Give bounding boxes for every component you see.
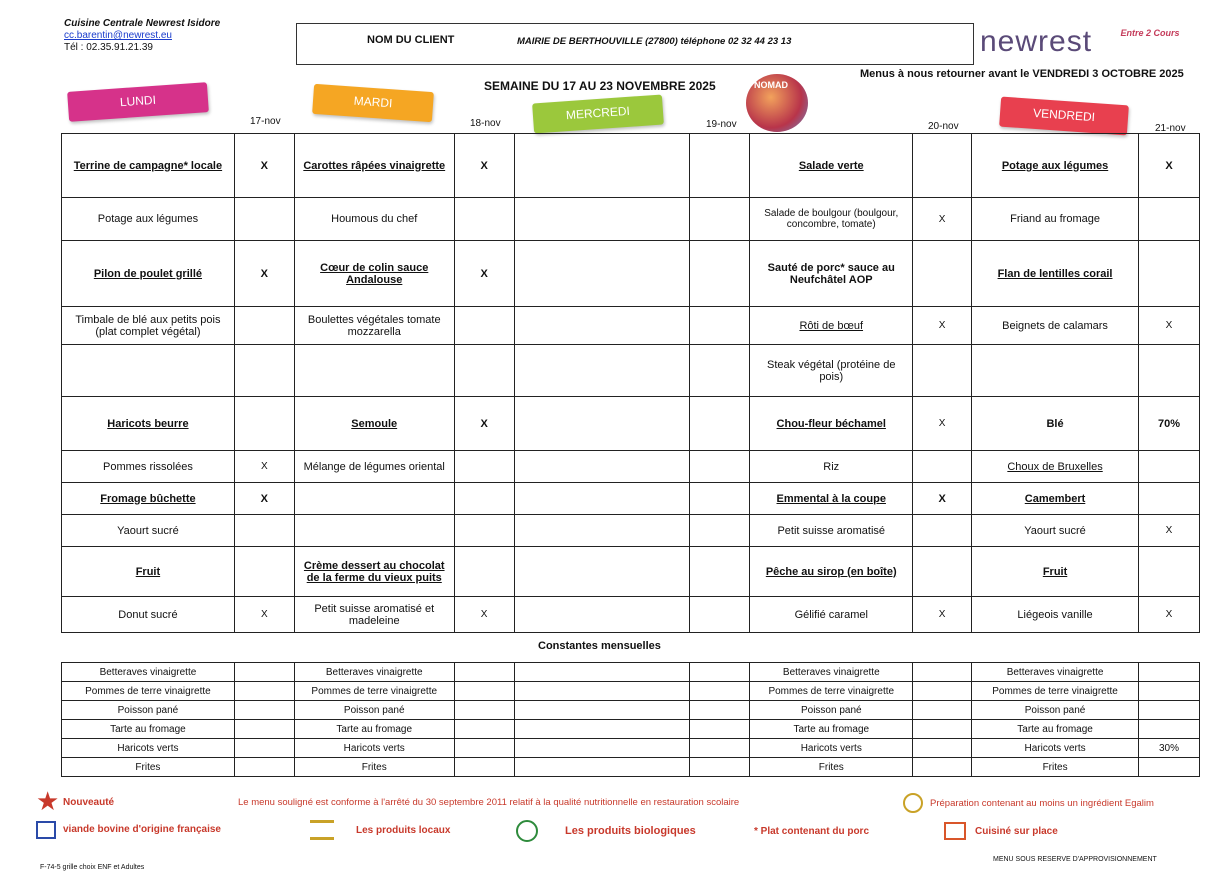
table-row bbox=[62, 307, 1200, 345]
menu-mark bbox=[690, 198, 750, 241]
constants-table bbox=[61, 662, 1200, 777]
table-row bbox=[62, 663, 1200, 682]
const-cell: Tarte au fromage bbox=[294, 720, 454, 739]
const-cell: Frites bbox=[294, 758, 454, 777]
menu-mark bbox=[234, 547, 294, 597]
const-mark bbox=[1139, 758, 1200, 777]
menu-mark: X bbox=[234, 483, 294, 515]
const-mark bbox=[234, 682, 294, 701]
cooked-on-site-icon bbox=[944, 822, 966, 840]
menu-cell: Fruit bbox=[972, 547, 1139, 597]
menu-cell bbox=[514, 345, 690, 397]
const-mark bbox=[913, 758, 972, 777]
date-lundi: 17-nov bbox=[250, 116, 281, 127]
menu-cell: Riz bbox=[750, 451, 913, 483]
menu-cell: Liégeois vanille bbox=[972, 597, 1139, 633]
menu-cell: Petit suisse aromatisé et madeleine bbox=[294, 597, 454, 633]
const-cell bbox=[514, 720, 690, 739]
day-label-mardi: MARDI bbox=[312, 84, 434, 122]
menu-cell: Houmous du chef bbox=[294, 198, 454, 241]
table-row bbox=[62, 515, 1200, 547]
const-mark bbox=[1139, 720, 1200, 739]
menu-mark bbox=[454, 345, 514, 397]
const-cell: Frites bbox=[972, 758, 1139, 777]
menu-mark: X bbox=[1138, 134, 1199, 198]
const-mark bbox=[1139, 682, 1200, 701]
menu-cell: Salade de boulgour (boulgour, concombre, tomate) bbox=[750, 198, 913, 241]
const-mark bbox=[454, 682, 514, 701]
menu-mark bbox=[913, 547, 972, 597]
menu-mark bbox=[234, 515, 294, 547]
nomad-badge bbox=[746, 74, 808, 132]
const-mark bbox=[454, 663, 514, 682]
menu-cell: Petit suisse aromatisé bbox=[750, 515, 913, 547]
const-mark bbox=[454, 720, 514, 739]
menu-cell: Crème dessert au chocolat de la ferme du vieux puits bbox=[294, 547, 454, 597]
return-notice: Menus à nous retourner avant le VENDREDI 3 OCTOBRE 2025 bbox=[860, 68, 1184, 80]
const-cell: Haricots verts bbox=[294, 739, 454, 758]
entre2cours-logo: Entre 2 Cours bbox=[1120, 28, 1180, 38]
const-mark: 30% bbox=[1139, 739, 1200, 758]
menu-cell: Potage aux légumes bbox=[972, 134, 1139, 198]
legend-beef: viande bovine d'origine française bbox=[63, 824, 221, 835]
table-row bbox=[62, 547, 1200, 597]
const-cell bbox=[514, 758, 690, 777]
menu-cell bbox=[514, 397, 690, 451]
const-mark bbox=[913, 720, 972, 739]
const-mark bbox=[234, 739, 294, 758]
const-cell: Pommes de terre vinaigrette bbox=[972, 682, 1139, 701]
menu-mark bbox=[913, 345, 972, 397]
date-mercredi: 19-nov bbox=[706, 119, 737, 130]
day-label-mercredi: MERCREDI bbox=[532, 95, 664, 134]
menu-mark bbox=[1138, 241, 1199, 307]
const-cell: Poisson pané bbox=[972, 701, 1139, 720]
menu-mark bbox=[913, 134, 972, 198]
newrest-logo: newrest bbox=[980, 25, 1093, 58]
const-mark bbox=[454, 701, 514, 720]
const-mark bbox=[234, 758, 294, 777]
const-cell bbox=[514, 701, 690, 720]
const-cell: Poisson pané bbox=[294, 701, 454, 720]
menu-mark bbox=[1138, 483, 1199, 515]
menu-mark: X bbox=[454, 241, 514, 307]
client-box bbox=[296, 23, 974, 65]
nomad-badge-text: NOMAD bbox=[754, 80, 788, 90]
menu-mark bbox=[690, 547, 750, 597]
const-mark bbox=[690, 720, 750, 739]
menu-mark: X bbox=[913, 307, 972, 345]
const-cell: Frites bbox=[62, 758, 235, 777]
company-phone: Tél : 02.35.91.21.39 bbox=[64, 42, 153, 53]
const-mark bbox=[690, 663, 750, 682]
client-label: NOM DU CLIENT bbox=[367, 34, 455, 46]
menu-mark: X bbox=[234, 597, 294, 633]
menu-cell: Emmental à la coupe bbox=[750, 483, 913, 515]
const-mark bbox=[234, 663, 294, 682]
const-mark bbox=[454, 758, 514, 777]
const-mark bbox=[454, 739, 514, 758]
day-label-vendredi: VENDREDI bbox=[999, 97, 1129, 136]
menu-table bbox=[61, 133, 1200, 633]
menu-cell bbox=[514, 483, 690, 515]
menu-mark: X bbox=[913, 397, 972, 451]
table-row bbox=[62, 739, 1200, 758]
const-cell: Pommes de terre vinaigrette bbox=[294, 682, 454, 701]
table-row bbox=[62, 397, 1200, 451]
menu-cell: Mélange de légumes oriental bbox=[294, 451, 454, 483]
const-mark bbox=[913, 682, 972, 701]
const-mark bbox=[690, 682, 750, 701]
menu-mark: X bbox=[1138, 515, 1199, 547]
const-cell: Pommes de terre vinaigrette bbox=[62, 682, 235, 701]
menu-mark bbox=[690, 397, 750, 451]
const-mark bbox=[690, 701, 750, 720]
menu-cell: Haricots beurre bbox=[62, 397, 235, 451]
menu-mark: X bbox=[1138, 597, 1199, 633]
menu-cell bbox=[514, 451, 690, 483]
menu-mark bbox=[454, 451, 514, 483]
menu-mark: X bbox=[454, 397, 514, 451]
menu-mark: X bbox=[234, 241, 294, 307]
const-cell: Betteraves vinaigrette bbox=[62, 663, 235, 682]
menu-mark bbox=[690, 345, 750, 397]
table-row bbox=[62, 701, 1200, 720]
egalim-icon bbox=[903, 793, 923, 813]
const-cell bbox=[514, 663, 690, 682]
const-cell: Betteraves vinaigrette bbox=[750, 663, 913, 682]
menu-cell: Pommes rissolées bbox=[62, 451, 235, 483]
menu-cell: Yaourt sucré bbox=[972, 515, 1139, 547]
company-block bbox=[64, 18, 220, 54]
menu-mark: X bbox=[913, 597, 972, 633]
const-mark bbox=[690, 739, 750, 758]
menu-cell: Carottes râpées vinaigrette bbox=[294, 134, 454, 198]
menu-mark bbox=[913, 241, 972, 307]
menu-mark bbox=[234, 345, 294, 397]
menu-cell: Semoule bbox=[294, 397, 454, 451]
date-mardi: 18-nov bbox=[470, 118, 501, 129]
company-email[interactable]: cc.barentin@newrest.eu bbox=[64, 30, 172, 41]
local-products-icon bbox=[310, 820, 334, 840]
menu-mark: X bbox=[913, 198, 972, 241]
const-cell: Frites bbox=[750, 758, 913, 777]
menu-mark bbox=[690, 307, 750, 345]
const-cell: Betteraves vinaigrette bbox=[294, 663, 454, 682]
menu-cell: Salade verte bbox=[750, 134, 913, 198]
const-mark bbox=[913, 663, 972, 682]
french-beef-icon bbox=[36, 821, 56, 839]
const-mark bbox=[913, 701, 972, 720]
legend-site: Cuisiné sur place bbox=[975, 826, 1058, 837]
table-row bbox=[62, 758, 1200, 777]
const-cell bbox=[514, 739, 690, 758]
const-mark bbox=[1139, 663, 1200, 682]
const-cell: Haricots verts bbox=[972, 739, 1139, 758]
menu-mark bbox=[454, 483, 514, 515]
menu-cell: Chou-fleur béchamel bbox=[750, 397, 913, 451]
menu-mark bbox=[913, 515, 972, 547]
const-mark bbox=[234, 701, 294, 720]
menu-mark bbox=[1138, 198, 1199, 241]
menu-cell bbox=[514, 515, 690, 547]
week-title: SEMAINE DU 17 AU 23 NOVEMBRE 2025 bbox=[484, 79, 716, 93]
menu-mark: X bbox=[234, 134, 294, 198]
menu-cell: Sauté de porc* sauce au Neufchâtel AOP bbox=[750, 241, 913, 307]
menu-cell: Beignets de calamars bbox=[972, 307, 1139, 345]
menu-cell bbox=[514, 307, 690, 345]
legend-pork: * Plat contenant du porc bbox=[754, 826, 870, 837]
menu-cell: Pilon de poulet grillé bbox=[62, 241, 235, 307]
menu-mark bbox=[1138, 345, 1199, 397]
menu-mark: X bbox=[454, 134, 514, 198]
menu-cell: Camembert bbox=[972, 483, 1139, 515]
menu-mark: 70% bbox=[1138, 397, 1199, 451]
menu-cell: Boulettes végétales tomate mozzarella bbox=[294, 307, 454, 345]
menu-cell: Flan de lentilles corail bbox=[972, 241, 1139, 307]
date-vendredi: 21-nov bbox=[1155, 123, 1186, 134]
const-cell: Poisson pané bbox=[750, 701, 913, 720]
const-cell: Poisson pané bbox=[62, 701, 235, 720]
table-row bbox=[62, 134, 1200, 198]
const-cell: Tarte au fromage bbox=[62, 720, 235, 739]
menu-mark bbox=[690, 451, 750, 483]
const-mark bbox=[690, 758, 750, 777]
table-row bbox=[62, 682, 1200, 701]
date-jeudi: 20-nov bbox=[928, 121, 959, 132]
const-mark bbox=[234, 720, 294, 739]
const-mark bbox=[913, 739, 972, 758]
menu-cell: Choux de Bruxelles bbox=[972, 451, 1139, 483]
menu-mark bbox=[690, 134, 750, 198]
menu-cell: Fruit bbox=[62, 547, 235, 597]
menu-mark bbox=[454, 547, 514, 597]
menu-cell bbox=[294, 345, 454, 397]
const-cell: Betteraves vinaigrette bbox=[972, 663, 1139, 682]
legend-underline: Le menu souligné est conforme à l'arrêté du 30 septembre 2011 relatif à la qualité nutritionnelle en restauration scolaire bbox=[238, 797, 740, 808]
const-mark bbox=[1139, 701, 1200, 720]
table-row bbox=[62, 451, 1200, 483]
table-row bbox=[62, 241, 1200, 307]
menu-cell: Timbale de blé aux petits pois (plat complet végétal) bbox=[62, 307, 235, 345]
menu-cell bbox=[514, 597, 690, 633]
const-cell: Haricots verts bbox=[750, 739, 913, 758]
menu-cell bbox=[62, 345, 235, 397]
menu-mark bbox=[690, 515, 750, 547]
menu-mark bbox=[234, 198, 294, 241]
menu-mark bbox=[234, 307, 294, 345]
constants-title: Constantes mensuelles bbox=[538, 640, 661, 652]
menu-cell: Fromage bûchette bbox=[62, 483, 235, 515]
menu-cell: Potage aux légumes bbox=[62, 198, 235, 241]
menu-cell bbox=[294, 515, 454, 547]
day-label-lundi: LUNDI bbox=[67, 82, 209, 122]
menu-mark bbox=[454, 307, 514, 345]
menu-mark: X bbox=[454, 597, 514, 633]
menu-mark bbox=[1138, 451, 1199, 483]
menu-cell: Terrine de campagne* locale bbox=[62, 134, 235, 198]
const-cell: Haricots verts bbox=[62, 739, 235, 758]
menu-mark bbox=[454, 515, 514, 547]
menu-cell: Rôti de bœuf bbox=[750, 307, 913, 345]
menu-cell bbox=[972, 345, 1139, 397]
legend-new: Nouveauté bbox=[63, 797, 115, 808]
menu-cell bbox=[514, 198, 690, 241]
menu-mark bbox=[234, 397, 294, 451]
menu-cell: Donut sucré bbox=[62, 597, 235, 633]
company-name: Cuisine Centrale Newrest Isidore bbox=[64, 18, 221, 29]
menu-mark bbox=[690, 597, 750, 633]
const-cell bbox=[514, 682, 690, 701]
menu-mark bbox=[913, 451, 972, 483]
menu-cell: Yaourt sucré bbox=[62, 515, 235, 547]
supply-reserve: MENU SOUS RESERVE D'APPROVISIONNEMENT bbox=[993, 856, 1157, 863]
menu-mark bbox=[1138, 547, 1199, 597]
const-cell: Pommes de terre vinaigrette bbox=[750, 682, 913, 701]
menu-mark: X bbox=[234, 451, 294, 483]
table-row bbox=[62, 720, 1200, 739]
menu-mark: X bbox=[1138, 307, 1199, 345]
bio-icon bbox=[516, 820, 538, 842]
menu-cell: Pêche au sirop (en boîte) bbox=[750, 547, 913, 597]
form-reference: F-74-5 grille choix ENF et Adultes bbox=[40, 864, 145, 871]
menu-cell bbox=[514, 134, 690, 198]
table-row bbox=[62, 597, 1200, 633]
client-value: MAIRIE DE BERTHOUVILLE (27800) téléphone 02 32 44 23 13 bbox=[517, 36, 792, 47]
const-cell: Tarte au fromage bbox=[972, 720, 1139, 739]
legend-bio: Les produits biologiques bbox=[565, 825, 696, 837]
menu-mark bbox=[690, 241, 750, 307]
menu-mark: X bbox=[913, 483, 972, 515]
menu-cell bbox=[514, 241, 690, 307]
menu-cell: Steak végétal (protéine de pois) bbox=[750, 345, 913, 397]
star-icon: ★ bbox=[36, 786, 60, 816]
menu-cell: Blé bbox=[972, 397, 1139, 451]
table-row bbox=[62, 345, 1200, 397]
menu-cell: Gélifié caramel bbox=[750, 597, 913, 633]
menu-cell: Friand au fromage bbox=[972, 198, 1139, 241]
menu-cell bbox=[294, 483, 454, 515]
legend-egalim: Préparation contenant au moins un ingrédient Egalim bbox=[930, 798, 1154, 809]
menu-cell: Cœur de colin sauce Andalouse bbox=[294, 241, 454, 307]
menu-mark bbox=[454, 198, 514, 241]
table-row bbox=[62, 483, 1200, 515]
legend-local: Les produits locaux bbox=[356, 825, 451, 836]
menu-mark bbox=[690, 483, 750, 515]
const-cell: Tarte au fromage bbox=[750, 720, 913, 739]
menu-cell bbox=[514, 547, 690, 597]
table-row bbox=[62, 198, 1200, 241]
